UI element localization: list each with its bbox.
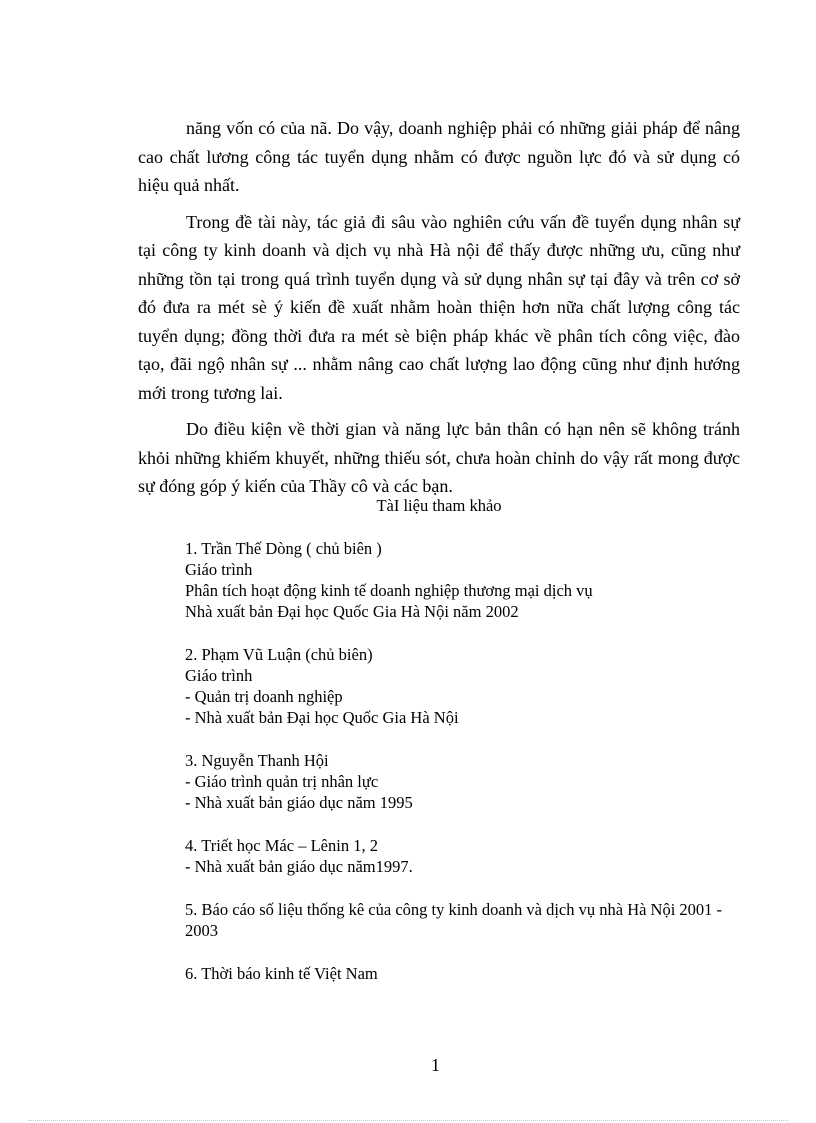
body-text xyxy=(138,114,740,509)
paragraph-2: Trong đề tài này, tác giả đi sâu vào nghiên cứu vấn đề tuyển dụng nhân sự tại công ty kinh doanh và dịch vụ nhà Hà nội để thấy được những ưu, cũng như những tồn tại trong quá trình tuyển dụng và sử dụng nhân sự tại đây và trên cơ sở đó đưa ra mét sè ý kiến đề xuất nhằm hoàn thiện hơn nữa chất lượng công tác tuyển dụng; đồng thời đưa ra mét sè biện pháp khác về phân tích công việc, đào tạo, đãi ngộ nhân sự ... nhằm nâng cao chất lượng lao động cũng như định hướng mới trong tương lai. xyxy=(138,211,740,403)
reference-item-4 xyxy=(185,835,745,877)
reference-line: - Quản trị doanh nghiệp xyxy=(185,687,343,706)
reference-line: 4. Triết học Mác – Lênin 1, 2 xyxy=(185,836,378,855)
reference-line: Giáo trình xyxy=(185,666,253,685)
paragraph-1: năng vốn có của nã. Do vậy, doanh nghiệp phải có những giải pháp để nâng cao chất lương công tác tuyển dụng nhằm có được nguồn lực đó và sử dụng có hiệu quả nhất. xyxy=(138,118,740,195)
reference-line: 3. Nguyễn Thanh Hội xyxy=(185,751,329,770)
reference-line: - Nhà xuất bản giáo dục năm1997. xyxy=(185,857,413,876)
reference-line: Giáo trình xyxy=(185,560,253,579)
references-list xyxy=(185,538,745,1006)
reference-line: - Nhà xuất bản Đại học Quốc Gia Hà Nội xyxy=(185,708,459,727)
reference-line: 2. Phạm Vũ Luận (chủ biên) xyxy=(185,645,373,664)
reference-line: 6. Thời báo kinh tế Việt Nam xyxy=(185,964,378,983)
reference-line: 5. Báo cáo số liệu thống kê của công ty kinh doanh và dịch vụ nhà Hà Nội 2001 - 2003 xyxy=(185,900,723,940)
reference-item-5 xyxy=(185,899,745,941)
reference-item-1 xyxy=(185,538,745,622)
reference-item-2 xyxy=(185,644,745,728)
reference-line: 1. Trần Thế Dòng ( chủ biên ) xyxy=(185,539,382,558)
page-bottom-border xyxy=(28,1120,788,1121)
reference-line: - Giáo trình quản trị nhân lực xyxy=(185,772,379,791)
references-title: TàI liệu tham khảo xyxy=(376,496,502,515)
reference-item-3 xyxy=(185,750,745,813)
reference-line: - Nhà xuất bản giáo dục năm 1995 xyxy=(185,793,413,812)
reference-item-6 xyxy=(185,963,745,984)
paragraph-3: Do điều kiện về thời gian và năng lực bản thân có hạn nên sẽ không tránh khỏi những khiếm khuyết, những thiếu sót, chưa hoàn chỉnh do vậy rất mong được sự đóng góp ý kiến của Thầy cô và các bạn. xyxy=(138,419,740,496)
reference-line: Nhà xuất bản Đại học Quốc Gia Hà Nội năm 2002 xyxy=(185,602,519,621)
page-number: 1 xyxy=(431,1055,440,1075)
reference-line: Phân tích hoạt động kinh tế doanh nghiệp thương mại dịch vụ xyxy=(185,581,593,600)
